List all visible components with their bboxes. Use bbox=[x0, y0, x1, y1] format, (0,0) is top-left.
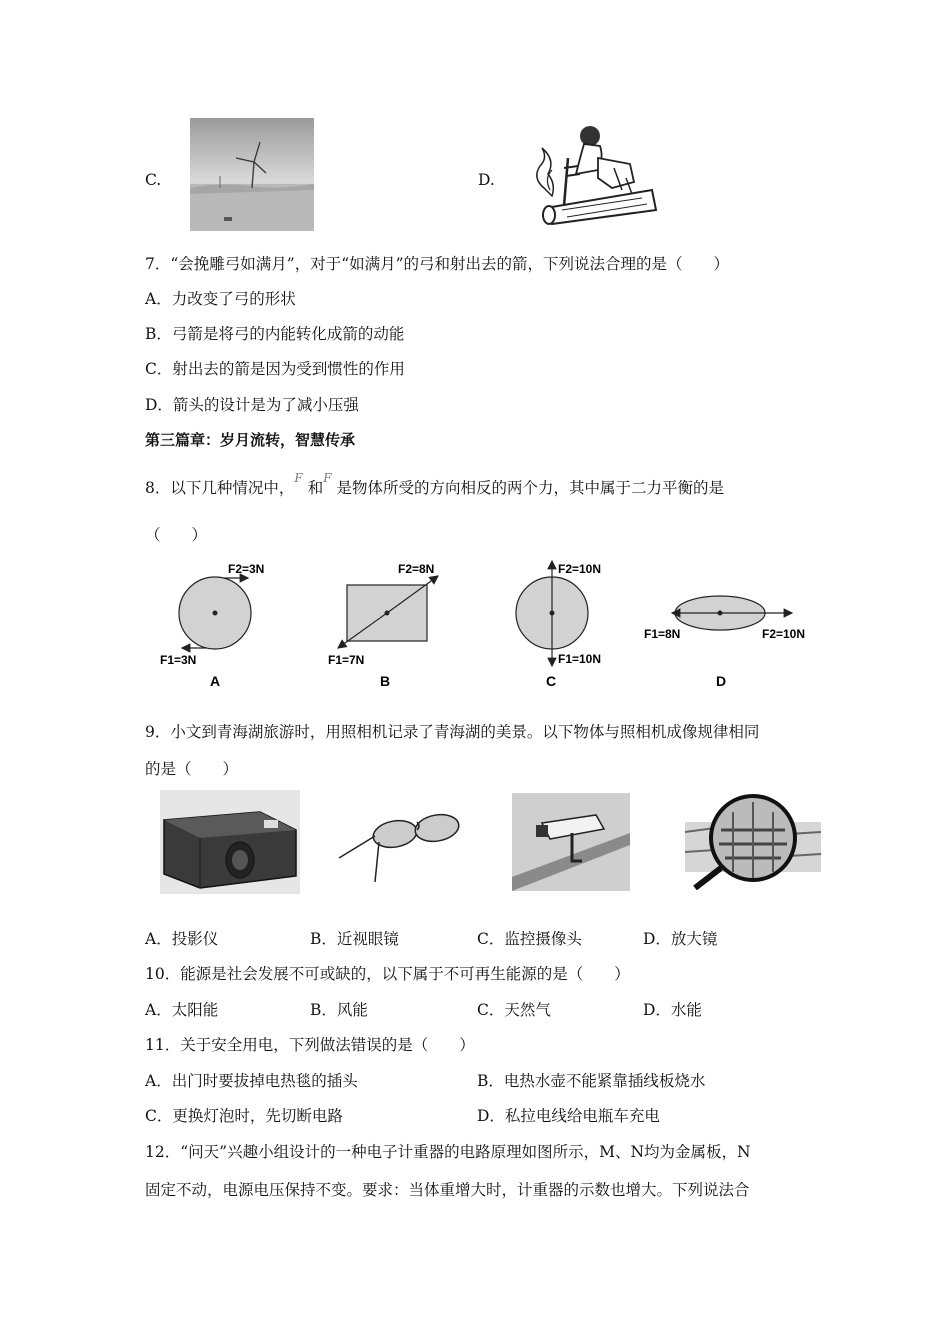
diagram-d-f2-label: F2=10N bbox=[762, 627, 806, 641]
glasses-image bbox=[335, 800, 465, 886]
q8-stem-post: 是物体所受的方向相反的两个力，其中属于二力平衡的是 bbox=[336, 479, 725, 497]
q9-stem-line1: 9．小文到青海湖旅游时，用照相机记录了青海湖的美景。以下物体与照相机成像规律相同 bbox=[145, 723, 760, 741]
q8-f2-symbol: F bbox=[323, 471, 332, 485]
q7-option-a: A．力改变了弓的形状 bbox=[145, 290, 296, 308]
q9-option-b: B．近视眼镜 bbox=[310, 930, 399, 948]
q11-stem: 11．关于安全用电，下列做法错误的是（ ） bbox=[145, 1036, 475, 1054]
diagram-a-letter: A bbox=[210, 673, 221, 689]
q10-stem: 10．能源是社会发展不可或缺的，以下属于不可再生能源的是（ ） bbox=[145, 965, 630, 983]
magnifier-image bbox=[685, 792, 821, 890]
q9-stem-line2: 的是（ ） bbox=[145, 760, 239, 778]
q9-option-c: C．监控摄像头 bbox=[477, 930, 582, 948]
section-heading: 第三篇章：岁月流转，智慧传承 bbox=[145, 431, 356, 449]
q10-option-d: D．水能 bbox=[643, 1001, 702, 1019]
diagram-b-f2-label: F2=8N bbox=[398, 562, 435, 576]
q12-stem-line1: 12．“问天”兴趣小组设计的一种电子计重器的电路原理如图所示，M、N均为金属板，N bbox=[145, 1143, 751, 1161]
diagram-d-f1-label: F1=8N bbox=[644, 627, 681, 641]
diagram-d bbox=[644, 596, 805, 689]
q10-option-b: B．风能 bbox=[310, 1001, 368, 1019]
q10-option-c: C．天然气 bbox=[477, 1001, 551, 1019]
q8-answer-paren: （ ） bbox=[145, 526, 208, 544]
diagram-c-f2-label: F2=10N bbox=[558, 562, 602, 576]
wind-turbine-image bbox=[190, 118, 314, 231]
q9-option-a: A．投影仪 bbox=[145, 930, 219, 948]
diagram-b bbox=[328, 562, 438, 689]
diagram-a-f2-label: F2=3N bbox=[228, 562, 265, 576]
diagram-c bbox=[516, 561, 601, 689]
diagram-b-f1-label: F1=7N bbox=[328, 653, 365, 667]
q8-and: 和 bbox=[307, 479, 324, 497]
q10-option-a: A．太阳能 bbox=[145, 1001, 219, 1019]
q11-option-b: B．电热水壶不能紧靠插线板烧水 bbox=[477, 1072, 706, 1090]
q7-stem: 7．“会挽雕弓如满月”，对于“如满月”的弓和射出去的箭，下列说法合理的是（ ） bbox=[145, 255, 730, 273]
q12-stem-line2: 固定不动，电源电压保持不变。要求：当体重增大时，计重器的示数也增大。下列说法合 bbox=[145, 1181, 750, 1199]
fire-drilling-caveman-image bbox=[522, 118, 658, 230]
diagram-c-f1-label: F1=10N bbox=[558, 652, 602, 666]
projector-image bbox=[160, 790, 300, 894]
q7-option-c: C．射出去的箭是因为受到惯性的作用 bbox=[145, 360, 405, 378]
q8-stem-pre: 8．以下几种情况中， bbox=[145, 479, 295, 497]
diagram-d-letter: D bbox=[716, 673, 727, 689]
diagram-b-letter: B bbox=[380, 673, 391, 689]
q8-stem bbox=[145, 471, 725, 499]
diagram-c-letter: C bbox=[546, 673, 557, 689]
q7-option-b: B．弓箭是将弓的内能转化成箭的动能 bbox=[145, 325, 405, 343]
surveillance-camera-image bbox=[512, 793, 630, 891]
diagram-a bbox=[160, 562, 264, 689]
diagram-a-f1-label: F1=3N bbox=[160, 653, 197, 667]
q7-option-d: D．箭头的设计是为了减小压强 bbox=[145, 396, 359, 414]
q9-option-d: D．放大镜 bbox=[643, 930, 718, 948]
q11-option-d: D．私拉电线给电瓶车充电 bbox=[477, 1107, 660, 1125]
q11-option-a: A．出门时要拔掉电热毯的插头 bbox=[145, 1072, 358, 1090]
q11-option-c: C．更换灯泡时，先切断电路 bbox=[145, 1107, 343, 1125]
q8-f1-symbol: F bbox=[294, 471, 303, 485]
q6-option-c-label: C. bbox=[145, 171, 162, 189]
q8-force-diagrams bbox=[140, 556, 830, 696]
q6-option-d-label: D. bbox=[478, 171, 495, 189]
